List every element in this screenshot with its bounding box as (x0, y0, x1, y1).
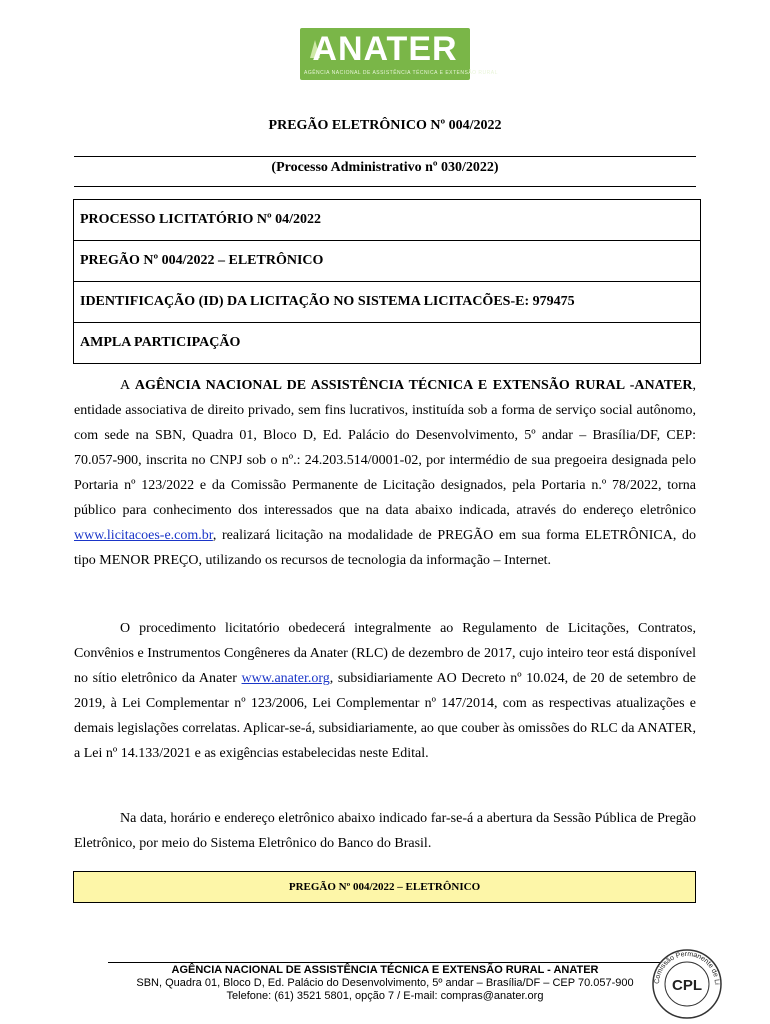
footer-agency: AGÊNCIA NACIONAL DE ASSISTÊNCIA TÉCNICA E EXTENSÃO RURAL - ANATER (171, 964, 599, 976)
logo-subtitle: AGÊNCIA NACIONAL DE ASSISTÊNCIA TÉCNICA E EXTENSÃO RURAL (304, 70, 498, 76)
paragraph-text: , entidade associativa de direito privado, sem fins lucrativos, instituída sob a forma de serviço social autônomo, com sede na SBN, Quadra 01, Bloco D, Ed. Palácio do Desenvolvimento, 5º andar – Brasília/DF, CEP: 70.057-900, inscrita no CNPJ sob o nº.: 24.203.514/0001-02, por intermédio de sua pregoeira designada pelo Portaria nº 123/2022 e da Comissão Permanente de Licitação designados, pela Portaria n.º 78/2022, torna público para conhecimento dos interessados que na data abaixo indicada, através do endereço eletrônico (74, 378, 696, 518)
footer-address: SBN, Quadra 01, Bloco D, Ed. Palácio do Desenvolvimento, 5º andar – Brasília/DF – CEP 70.057-900 (136, 977, 634, 989)
paragraph-text: , subsidiariamente AO Decreto nº 10.024, de 20 de setembro de 2019, à Lei Complementar nº 123/2006, Lei Complementar nº 147/2014, com as respectivas atualizações e demais legislações correlatas. Aplicar-se-á, subsidiariamente, ao que couber às omissões do RLC da ANATER, a Lei nº 14.133/2021 e as exigências estabelecidas neste Edital. (74, 671, 697, 761)
paragraph-text: O procedimento licitatório obedecerá integralmente ao Regulamento de Licitações, Contratos, Convênios e Instrumentos Congêneres da Anater (RLC) de dezembro de 2017, cujo inteiro teor está disponível no sítio eletrônico da Anater (74, 621, 696, 686)
pregao-highlight-label: PREGÃO Nº 004/2022 – ELETRÔNICO (288, 881, 481, 893)
logo-text: ANATER (312, 30, 458, 68)
stamp-text: CPL (672, 977, 702, 994)
agency-name: AGÊNCIA NACIONAL DE ASSISTÊNCIA TÉCNICA E EXTENSÃO RURAL -ANATER (134, 378, 693, 393)
anater-link[interactable]: www.anater.org (241, 671, 330, 686)
paragraph-regulation (74, 616, 696, 766)
info-row-process: PROCESSO LICITATÓRIO Nº 04/2022 (74, 200, 700, 241)
document-subtitle: (Processo Administrativo nº 030/2022) (271, 160, 499, 175)
info-row-id: IDENTIFICAÇÃO (ID) DA LICITAÇÃO NO SISTEMA LICITACÕES-E: 979475 (74, 282, 700, 323)
paragraph-session: Na data, horário e endereço eletrônico abaixo indicado far-se-á a abertura da Sessão Pública de Pregão Eletrônico, por meio do Sistema Eletrônico do Banco do Brasil. (74, 811, 696, 851)
footer-contact: Telefone: (61) 3521 5801, opção 7 / E-mail: compras@anater.org (226, 990, 544, 1002)
info-row-participation: AMPLA PARTICIPAÇÃO (80, 335, 241, 350)
paragraph-text: , realizará licitação na modalidade de PREGÃO em sua forma ELETRÔNICA, do tipo MENOR PREÇO, utilizando os recursos de tecnologia da informação – Internet. (74, 528, 696, 568)
intro-text: A (120, 378, 135, 393)
stamp-ring-text: Comissão Permanente de Li (653, 950, 721, 985)
footer-divider (108, 962, 668, 963)
pregao-highlight-box (73, 871, 696, 903)
anater-logo (300, 28, 498, 80)
document-title: PREGÃO ELETRÔNICO Nº 004/2022 (268, 118, 502, 133)
licitacoes-link[interactable]: www.licitacoes-e.com.br (74, 528, 213, 543)
info-row-pregao: PREGÃO Nº 004/2022 – ELETRÔNICO (74, 241, 700, 282)
divider (74, 156, 696, 157)
paragraph-intro (74, 373, 696, 573)
divider (74, 186, 696, 187)
info-box (73, 199, 701, 364)
cpl-stamp (651, 948, 723, 1020)
